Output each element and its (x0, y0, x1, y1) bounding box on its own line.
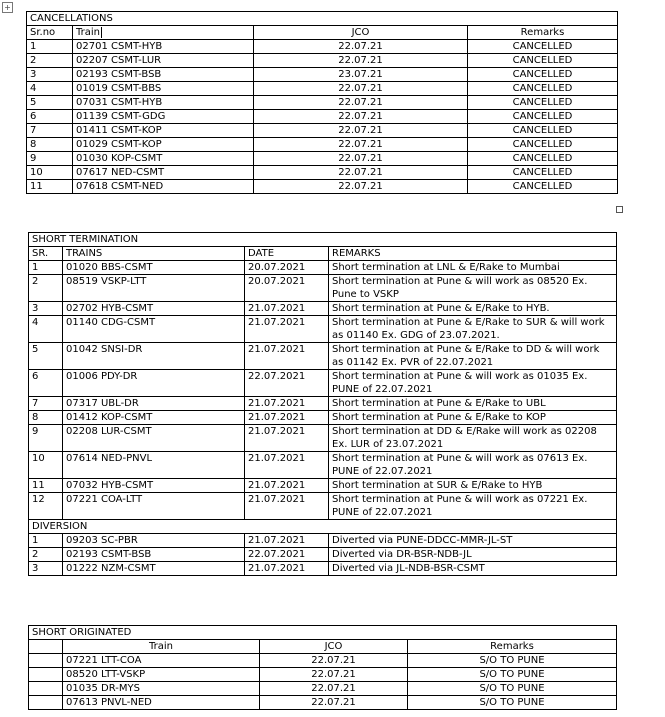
table-row (29, 411, 617, 425)
date-cell: 22.07.2021 (245, 370, 329, 397)
table-row (29, 261, 617, 275)
train-cell: 07221 LTT-COA (63, 654, 260, 668)
cancellations-table (26, 11, 618, 194)
serial-cell: 5 (29, 343, 63, 370)
table-row (29, 343, 617, 370)
date-cell: 22.07.2021 (245, 548, 329, 562)
remarks-cell: CANCELLED (468, 110, 618, 124)
date-cell: 22.07.21 (260, 668, 408, 682)
date-cell: 21.07.2021 (245, 343, 329, 370)
date-cell: 21.07.2021 (245, 479, 329, 493)
remarks-cell: Short termination at Pune & E/Rake to DD & will work as 01142 Ex. PVR of 22.07.2021 (329, 343, 617, 370)
train-cell: 08520 LTT-VSKP (63, 668, 260, 682)
table-row (29, 316, 617, 343)
serial-cell: 12 (29, 493, 63, 520)
remarks-cell: Short termination at SUR & E/Rake to HYB (329, 479, 617, 493)
remarks-cell: Short termination at DD & E/Rake will work as 02208 Ex. LUR of 23.07.2021 (329, 425, 617, 452)
section-title: SHORT ORIGINATED (29, 626, 617, 640)
date-cell: 21.07.2021 (245, 534, 329, 548)
remarks-cell: CANCELLED (468, 68, 618, 82)
remarks-cell: Diverted via JL-NDB-BSR-CSMT (329, 562, 617, 576)
short-originated-table (28, 625, 617, 710)
train-cell: 09203 SC-PBR (63, 534, 245, 548)
date-cell: 21.07.2021 (245, 562, 329, 576)
remarks-cell: Short termination at Pune & will work as 01035 Ex. PUNE of 22.07.2021 (329, 370, 617, 397)
table-row (27, 166, 618, 180)
date-cell: 21.07.2021 (245, 302, 329, 316)
remarks-cell: S/O TO PUNE (408, 654, 617, 668)
serial-cell: 11 (29, 479, 63, 493)
date-cell: 21.07.2021 (245, 316, 329, 343)
train-cell: 07617 NED-CSMT (73, 166, 254, 180)
train-cell: 02207 CSMT-LUR (73, 54, 254, 68)
remarks-cell: CANCELLED (468, 54, 618, 68)
serial-cell (29, 668, 63, 682)
date-cell: 22.07.21 (254, 124, 468, 138)
table-row (27, 54, 618, 68)
date-cell: 21.07.2021 (245, 411, 329, 425)
remarks-cell: Short termination at Pune & will work as 08520 Ex. Pune to VSKP (329, 275, 617, 302)
serial-cell: 1 (29, 261, 63, 275)
train-cell: 01035 DR-MYS (63, 682, 260, 696)
date-cell: 23.07.21 (254, 68, 468, 82)
diversion-title-row (29, 520, 617, 534)
train-cell: 01019 CSMT-BBS (73, 82, 254, 96)
serial-cell: 10 (29, 452, 63, 479)
serial-cell: 2 (29, 548, 63, 562)
column-header: Train (73, 26, 254, 40)
train-cell: 07317 UBL-DR (63, 397, 245, 411)
table-row (29, 696, 617, 710)
date-cell: 20.07.2021 (245, 275, 329, 302)
table-row (29, 302, 617, 316)
remarks-cell: CANCELLED (468, 138, 618, 152)
column-header: SR. (29, 247, 63, 261)
serial-cell: 7 (27, 124, 73, 138)
serial-cell: 6 (27, 110, 73, 124)
remarks-cell: Short termination at Pune & E/Rake to UBL (329, 397, 617, 411)
train-cell: 07221 COA-LTT (63, 493, 245, 520)
date-cell: 22.07.21 (254, 152, 468, 166)
train-cell: 07032 HYB-CSMT (63, 479, 245, 493)
remarks-cell: CANCELLED (468, 180, 618, 194)
remarks-cell: Short termination at Pune & will work as 07221 Ex. PUNE of 22.07.2021 (329, 493, 617, 520)
remarks-cell: Short termination at Pune & E/Rake to HYB. (329, 302, 617, 316)
serial-cell: 6 (29, 370, 63, 397)
table-row (29, 668, 617, 682)
serial-cell: 2 (29, 275, 63, 302)
remarks-cell: CANCELLED (468, 40, 618, 54)
column-header: Remarks (468, 26, 618, 40)
serial-cell: 11 (27, 180, 73, 194)
train-cell: 02701 CSMT-HYB (73, 40, 254, 54)
date-cell: 21.07.2021 (245, 397, 329, 411)
train-cell: 01020 BBS-CSMT (63, 261, 245, 275)
header-row (27, 26, 618, 40)
date-cell: 22.07.21 (254, 110, 468, 124)
date-cell: 22.07.21 (254, 180, 468, 194)
text-cursor (101, 27, 102, 38)
train-cell: 01030 KOP-CSMT (73, 152, 254, 166)
short-termination-table (28, 232, 617, 576)
section-title: CANCELLATIONS (27, 12, 618, 26)
serial-cell: 2 (27, 54, 73, 68)
remarks-cell: S/O TO PUNE (408, 668, 617, 682)
column-header: Sr.no (27, 26, 73, 40)
column-header: REMARKS (329, 247, 617, 261)
train-cell: 08519 VSKP-LTT (63, 275, 245, 302)
serial-cell: 4 (29, 316, 63, 343)
remarks-cell: S/O TO PUNE (408, 696, 617, 710)
serial-cell: 4 (27, 82, 73, 96)
date-cell: 22.07.21 (254, 138, 468, 152)
date-cell: 22.07.21 (260, 682, 408, 696)
train-cell: 02193 CSMT-BSB (73, 68, 254, 82)
header-row (29, 247, 617, 261)
date-cell: 22.07.21 (254, 82, 468, 96)
remarks-cell: S/O TO PUNE (408, 682, 617, 696)
table-row (29, 493, 617, 520)
train-cell: 07618 CSMT-NED (73, 180, 254, 194)
table-row (27, 152, 618, 166)
date-cell: 21.07.2021 (245, 452, 329, 479)
date-cell: 21.07.2021 (245, 493, 329, 520)
serial-cell (29, 654, 63, 668)
column-header: JCO (254, 26, 468, 40)
column-header (29, 640, 63, 654)
remarks-cell: Short termination at Pune & E/Rake to SUR & will work as 01140 Ex. GDG of 23.07.2021. (329, 316, 617, 343)
date-cell: 22.07.21 (254, 40, 468, 54)
table-row (29, 654, 617, 668)
table-row (29, 452, 617, 479)
table-row (27, 124, 618, 138)
remarks-cell: Short termination at Pune & will work as 07613 Ex. PUNE of 22.07.2021 (329, 452, 617, 479)
table-row (27, 68, 618, 82)
train-cell: 07614 NED-PNVL (63, 452, 245, 479)
serial-cell (29, 696, 63, 710)
serial-cell: 3 (29, 562, 63, 576)
train-cell: 01029 CSMT-KOP (73, 138, 254, 152)
table-row (29, 562, 617, 576)
table-row (27, 96, 618, 110)
table-row (27, 82, 618, 96)
table-row (29, 397, 617, 411)
train-cell: 01411 CSMT-KOP (73, 124, 254, 138)
table-row (27, 110, 618, 124)
remarks-cell: CANCELLED (468, 152, 618, 166)
serial-cell: 1 (29, 534, 63, 548)
table-row (29, 275, 617, 302)
serial-cell: 9 (27, 152, 73, 166)
remarks-cell: CANCELLED (468, 124, 618, 138)
train-cell: 01006 PDY-DR (63, 370, 245, 397)
serial-cell: 9 (29, 425, 63, 452)
remarks-cell: CANCELLED (468, 82, 618, 96)
serial-cell: 7 (29, 397, 63, 411)
serial-cell: 8 (29, 411, 63, 425)
date-cell: 22.07.21 (254, 54, 468, 68)
date-cell: 22.07.21 (254, 96, 468, 110)
table-row (29, 534, 617, 548)
date-cell: 22.07.21 (260, 696, 408, 710)
train-cell: 01140 CDG-CSMT (63, 316, 245, 343)
serial-cell: 5 (27, 96, 73, 110)
table-row (29, 370, 617, 397)
date-cell: 21.07.2021 (245, 425, 329, 452)
remarks-cell: CANCELLED (468, 96, 618, 110)
train-cell: 01412 KOP-CSMT (63, 411, 245, 425)
serial-cell: 10 (27, 166, 73, 180)
short-originated-title-row (29, 626, 617, 640)
column-header: JCO (260, 640, 408, 654)
column-header: TRAINS (63, 247, 245, 261)
date-cell: 22.07.21 (260, 654, 408, 668)
table-row (29, 425, 617, 452)
train-cell: 01222 NZM-CSMT (63, 562, 245, 576)
table-row (27, 138, 618, 152)
section-title: DIVERSION (29, 520, 617, 534)
column-header: DATE (245, 247, 329, 261)
table-row (27, 40, 618, 54)
resize-handle-icon[interactable] (616, 206, 623, 213)
train-cell: 01139 CSMT-GDG (73, 110, 254, 124)
train-cell: 02208 LUR-CSMT (63, 425, 245, 452)
table-move-anchor-icon[interactable]: + (2, 2, 13, 13)
remarks-cell: CANCELLED (468, 166, 618, 180)
table-row (27, 180, 618, 194)
table-row (29, 682, 617, 696)
cancellations-title-row (27, 12, 618, 26)
serial-cell: 3 (27, 68, 73, 82)
serial-cell: 1 (27, 40, 73, 54)
table-row (29, 548, 617, 562)
column-header: Remarks (408, 640, 617, 654)
column-header: Train (63, 640, 260, 654)
date-cell: 20.07.2021 (245, 261, 329, 275)
section-title: SHORT TERMINATION (29, 233, 617, 247)
train-cell: 02193 CSMT-BSB (63, 548, 245, 562)
train-cell: 01042 SNSI-DR (63, 343, 245, 370)
train-cell: 07031 CSMT-HYB (73, 96, 254, 110)
serial-cell: 8 (27, 138, 73, 152)
date-cell: 22.07.21 (254, 166, 468, 180)
header-row (29, 640, 617, 654)
remarks-cell: Diverted via DR-BSR-NDB-JL (329, 548, 617, 562)
remarks-cell: Short termination at Pune & E/Rake to KOP (329, 411, 617, 425)
serial-cell: 3 (29, 302, 63, 316)
remarks-cell: Short termination at LNL & E/Rake to Mumbai (329, 261, 617, 275)
serial-cell (29, 682, 63, 696)
train-cell: 02702 HYB-CSMT (63, 302, 245, 316)
train-cell: 07613 PNVL-NED (63, 696, 260, 710)
short-termination-title-row (29, 233, 617, 247)
table-row (29, 479, 617, 493)
remarks-cell: Diverted via PUNE-DDCC-MMR-JL-ST (329, 534, 617, 548)
